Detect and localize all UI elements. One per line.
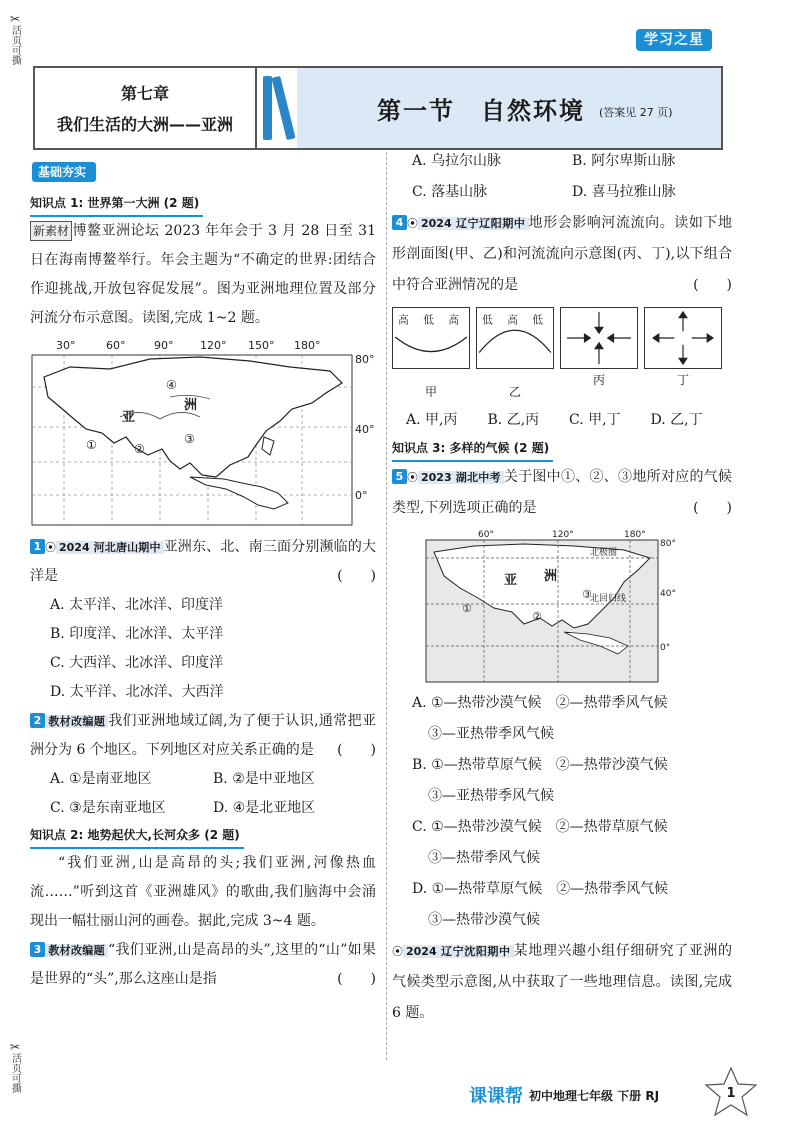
- lat-label: 40°: [660, 589, 676, 599]
- option: D. 喜马拉雅山脉: [572, 184, 676, 200]
- climate-3-marker: ③: [582, 588, 592, 601]
- asia-climate-map: [424, 528, 676, 684]
- option-a: A. ①—热带沙漠气候 ②—热带季风气候: [412, 695, 668, 711]
- answer-paren: ( ): [693, 500, 732, 516]
- chapter-number: 第七章: [120, 84, 169, 103]
- question-number: 1: [30, 539, 45, 554]
- svg-text:低: 低: [423, 313, 434, 327]
- lon-label: 120°: [552, 530, 574, 540]
- question-number: 2: [30, 713, 45, 728]
- option: A. ①是南亚地区: [50, 771, 152, 787]
- question-tag: 教材改编题: [45, 944, 108, 957]
- svg-text:高: 高: [398, 313, 409, 327]
- option: C. 大西洋、北冰洋、印度洋: [50, 655, 224, 671]
- region-4-marker: ④: [166, 378, 177, 392]
- option: B. 乙,丙: [487, 412, 540, 428]
- lat-label: 80°: [355, 353, 375, 366]
- lat-label: 80°: [660, 539, 676, 549]
- chapter-header: [33, 66, 723, 150]
- svg-text:高: 高: [448, 313, 460, 327]
- section-title: 第一节 自然环境: [377, 96, 585, 125]
- lon-label: 90°: [154, 339, 174, 352]
- knowledge-point-2: 知识点 2: 地势起伏大,长河众多 (2 题): [30, 823, 244, 849]
- tear-off-tag-top: [4, 14, 26, 68]
- answer-paren: ( ): [693, 277, 732, 293]
- new-material-tag: 新素材: [30, 221, 72, 241]
- lon-label: 60°: [106, 339, 126, 352]
- tear-off-label: 活页可撕: [9, 25, 21, 65]
- option-c: C. ①—热带沙漠气候 ②—热带草原气候: [412, 819, 668, 835]
- location-pin-icon: ⦿: [45, 541, 56, 554]
- question-source: 2024 辽宁辽阳期中: [418, 217, 529, 230]
- profile-label: 丁: [676, 373, 689, 387]
- answer-paren: ( ): [337, 742, 376, 758]
- footer-brand: 课课帮: [469, 1086, 523, 1107]
- question-source: 2024 辽宁沈阳期中: [403, 945, 514, 958]
- answer-paren: ( ): [337, 568, 376, 584]
- lon-label: 150°: [248, 339, 275, 352]
- scissors-icon: ✂: [9, 12, 21, 26]
- question-3: 3 教材改编题 “我们亚洲,山是高昂的头”,这里的“山”如果是世界的“头”,那么这座山是指 ( ): [30, 936, 376, 994]
- option: A. 乌拉尔山脉: [412, 153, 502, 169]
- profile-jia: [392, 307, 470, 403]
- lat-label: 0°: [660, 643, 671, 653]
- option: C. ③是东南亚地区: [50, 800, 166, 816]
- map-label-continent: 洲: [184, 398, 198, 413]
- profile-yi: [476, 307, 554, 403]
- question-number: 3: [30, 942, 45, 957]
- map-label-asia: 亚: [122, 410, 136, 425]
- song-paragraph: “我们亚洲,山是高昂的头;我们亚洲,河像热血流……”听到这首《亚洲雄风》的歌曲,我们脑海中会涌现出一幅壮丽山河的画卷。据此,完成 3~4 题。: [30, 855, 376, 929]
- river-diagram-bing: [560, 307, 638, 403]
- profile-diagrams: [392, 307, 732, 403]
- region-2-marker: ②: [134, 442, 145, 456]
- chapter-box: [35, 68, 257, 148]
- footer: [469, 1082, 659, 1108]
- option: A. 甲,丙: [406, 412, 458, 428]
- left-column: [30, 158, 376, 994]
- column-divider: [386, 152, 387, 1060]
- tear-off-tag-bottom: [4, 1042, 26, 1096]
- basic-section-tag: 基础夯实: [32, 162, 96, 182]
- question-number: 5: [392, 469, 407, 484]
- lat-label: 0°: [355, 489, 368, 502]
- knowledge-point-1: 知识点 1: 世界第一大洲 (2 题): [30, 191, 203, 217]
- page-number: 1: [726, 1086, 736, 1101]
- right-column: [392, 146, 732, 1029]
- scissors-icon: ✂: [9, 1040, 21, 1054]
- question-tag: 教材改编题: [45, 715, 108, 728]
- binder-decoration: [257, 68, 297, 148]
- option: B. 阿尔卑斯山脉: [572, 153, 676, 169]
- svg-text:低: 低: [482, 313, 493, 327]
- option: D. 乙,丁: [650, 412, 703, 428]
- option: D. ④是北亚地区: [213, 800, 316, 816]
- footer-text: 初中地理七年级 下册 RJ: [529, 1088, 660, 1103]
- river-diagram-ding: [644, 307, 722, 403]
- question-6-intro: ⦿ 2024 辽宁沈阳期中 某地理兴趣小组仔细研究了亚洲的气候类型示意图,从中获取了一些地理信息。读图,完成 6 题。: [392, 943, 733, 1021]
- climate-1-marker: ①: [462, 602, 472, 615]
- option-d: D. ①—热带草原气候 ②—热带季风气候: [412, 881, 669, 897]
- section-box: [297, 68, 721, 148]
- profile-label: 乙: [508, 385, 521, 399]
- location-pin-icon: ⦿: [392, 945, 403, 958]
- chapter-title: 我们生活的大洲——亚洲: [56, 115, 233, 134]
- option: C. 甲,丁: [569, 412, 621, 428]
- brand-logo: 学习之星: [636, 29, 712, 51]
- lon-label: 60°: [478, 530, 494, 540]
- answer-note: (答案见 27 页): [599, 106, 673, 119]
- option-b: B. ①—热带草原气候 ②—热带沙漠气候: [412, 757, 668, 773]
- svg-text:高: 高: [507, 313, 518, 327]
- location-pin-icon: ⦿: [407, 471, 418, 484]
- answer-paren: ( ): [337, 971, 376, 987]
- question-5: 5 ⦿ 2023 湖北中考 关于图中①、②、③地所对应的气候类型,下列选项正确的是 ( ) 60° 120° 180° 80° 40° 0° 北极圈 北回归线 亚 洲 ① ② ③ A. ①—热带沙漠气候 ②—热带季风气候 ③—亚热带季风气候 B. ①—热带草原气候 ②—热带沙漠气候 ③—亚热带季风气候 C. ①—热带沙漠气候 ②—热带草原气候 ③—热带季风气候 D. ①—热带草原气候 ②—热带季风气候 ③—热带沙漠气候: [392, 469, 733, 928]
- question-source: 2024 河北唐山期中: [56, 541, 164, 554]
- region-3-marker: ③: [184, 432, 195, 446]
- lon-label: 180°: [624, 530, 646, 540]
- lon-label: 120°: [200, 339, 227, 352]
- climate-2-marker: ②: [532, 610, 542, 623]
- asia-location-map: [30, 337, 376, 527]
- map-label-asia: 亚: [504, 573, 518, 588]
- option: D. 太平洋、北冰洋、大西洋: [50, 684, 224, 700]
- question-4: 4 ⦿ 2024 辽宁辽阳期中 地形会影响河流流向。读如下地形剖面图(甲、乙)和河流流向示意图(丙、丁),以下组合中符合亚洲情况的是 ( ) 高 低 高 甲 低 高 低 乙 丙 丁 A. 甲,丙 B. 乙,丙 C. 甲,丁 D. 乙,丁: [392, 208, 732, 436]
- question-number: 4: [392, 215, 407, 230]
- option: B. 印度洋、北冰洋、太平洋: [50, 626, 224, 642]
- svg-text:低: 低: [532, 313, 544, 327]
- profile-label: 甲: [424, 385, 437, 399]
- lon-label: 180°: [294, 339, 321, 352]
- option: C. 落基山脉: [412, 184, 488, 200]
- option: B. ②是中亚地区: [213, 771, 315, 787]
- lon-label: 30°: [56, 339, 76, 352]
- option: A. 太平洋、北冰洋、印度洋: [50, 597, 224, 613]
- intro-paragraph: 新素材 博鳌亚洲论坛 2023 年年会于 3 月 28 日至 31 日在海南博鳌举行。年会主题为“不确定的世界:团结合作迎挑战,开放包容促发展”。图为亚洲地理位置及部分河流分布示意图。读图,完成 1~2 题。: [30, 223, 376, 326]
- profile-label: 丙: [592, 373, 605, 387]
- region-1-marker: ①: [86, 438, 97, 452]
- location-pin-icon: ⦿: [407, 217, 418, 230]
- question-source: 2023 湖北中考: [418, 471, 504, 484]
- question-2: 2 教材改编题 我们亚洲地域辽阔,为了便于认识,通常把亚洲分为 6 个地区。下列地区对应关系正确的是 ( ) A. ①是南亚地区 B. ②是中亚地区 C. ③是东南亚地区 D. ④是北亚地区: [30, 707, 376, 823]
- arctic-circle-label: 北极圈: [590, 548, 618, 558]
- tropic-label: 北回归线: [590, 594, 627, 604]
- knowledge-point-3: 知识点 3: 多样的气候 (2 题): [392, 436, 553, 462]
- question-1: 1 ⦿ 2024 河北唐山期中 亚洲东、北、南三面分别濒临的大洋是 ( ) A. 太平洋、北冰洋、印度洋 B. 印度洋、北冰洋、太平洋 C. 大西洋、北冰洋、印度洋 D. 太平洋、北冰洋、大西洋: [30, 533, 376, 707]
- lat-label: 40°: [355, 423, 375, 436]
- map-label-continent: 洲: [544, 569, 558, 584]
- tear-off-label: 活页可撕: [9, 1053, 21, 1093]
